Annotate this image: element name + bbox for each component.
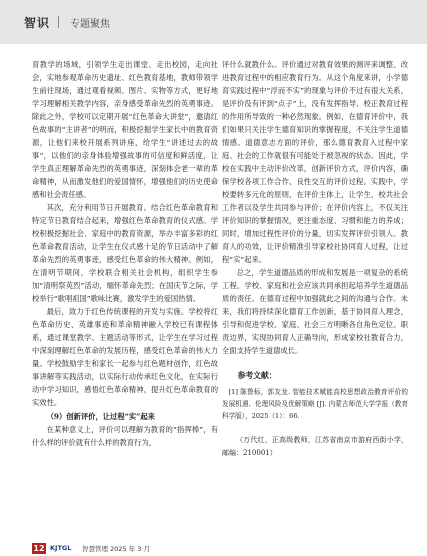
right-column	[222, 58, 408, 460]
references-heading: 参考文献：	[237, 371, 277, 380]
section-subheading: （9）创新评价，让过程“实”起来	[46, 412, 155, 421]
left-paragraph-2: 其次，充分利用节日开展教育。结合红色革命教育和特定节日教育结合起来，增强红色革命教育的仪式感。学校积极挖掘社会、家庭中的教育资源，举办丰富多彩的红色革命教育活动，让学生在仪式感十足的节日活动中了解革命先烈的英勇事迹，感受红色革命的伟大精神。例如，在清明节期间，学校联合相关社会机构，组织学生参加“清明祭英烈”活动，缅怀革命先烈；在国庆节之际，学校举行“歌唱祖国”歌咏比赛，激发学生的爱国热情。	[32, 203, 218, 303]
left-paragraph-1: 育教学的场域，引领学生走出课堂、走出校园，走向社会，实地参观革命历史遗址、红色教育基地，教师带领学生前往现场，通过观看视频、图片、实物等方式，更好地学习理解相关教学内容，亲身感受革命先烈的英勇事迹。除此之外，学校可以定期开展“红色革命大讲堂”，邀请红色故事的“主讲者”的明而，积极挖掘学生家长中的教育资源，让他们来校开展系列讲座，给学生“讲述过去的故事”，以他们的亲身体验增强故事的可信度和鲜活度，让学生真正理解革命先烈的英勇事迹，深刻体会老一辈的革命精神，从而激发他们的爱国情怀，增强他们的历史使命感和社会责任感。	[32, 60, 218, 199]
reference-item: [1] 陈鲁标，郭友龙. 智能技术赋能高校思想政治教育评价的发展机遇、伦理风险及优解策略 [J]. 内蒙古师范大学学报（教育科学版），2025（1）：66.	[222, 388, 408, 420]
section-tag: 智识	[24, 16, 51, 30]
left-paragraph-3: 最后，致力于红色传统课程的开发与实施。学校将红色革命历史、英雄事迹和革命精神融入学校已有课程体系，通过课堂教学、主题活动等形式，让学生在学习过程中深刻理解红色革命的发展历程，感受红色革命的伟大力量。学校鼓励学生和家长一起参与红色题材创作，红色故事讲解等实践活动，以实际行动传承红色文化，在实际行动中学习知识，感悟红色革命精神，提升红色革命教育的实效性。	[32, 307, 218, 407]
right-paragraph-2: 总之，学生道德品质的形成和发展是一项复杂的系统工程，学校、家庭和社会应该共同承担起培养学生道德品质的责任。在德育过程中加强就此之间的沟通与合作。未来，我们将持续深化德育工作创新，基于协同育人理念，引导和促进学校、家庭、社会三方明晰各自角色定位、职责边界，实现协同育人正确导向，形成家校社教育合力，全面支持学生道德成长。	[222, 268, 408, 355]
header-divider	[58, 16, 59, 28]
left-paragraph-4: 在某种意义上，评价可以理解为教育的“指挥棒”，有什么样的评价就有什么样的教育行为，	[32, 425, 218, 447]
column-name: 专题聚焦	[70, 19, 110, 30]
page-header	[0, 0, 427, 44]
right-paragraph-1: 评什么就教什么。评价通过对教育效果的测评来调整、改进教育过程中的相应教育行为。从这个角度来讲，小学德育实践过程中“浮而不实”的现象与评价不过有很大关系，是评价没有评到“点子”上，没有发挥指导、校正教育过程的作用所导致的一种必然现象。例如，在德育评价中，我们如果只关注学生德育知识的掌握程度，不关注学生道德情感、道德意志方面的评价，那么德育教育入过程中家庭、社会的工作就很有可能处于被忽视的状态。因此，学校在实践中主动评价改革，创新评价方式，评价内容，确保学校各项工作合作、良性交互的评价过程。实践中，学校要转多元化的原则，在评价主体上，让学生、校共社会工作者以及学生共同参与评价；在评价内容上，不仅关注评价知识的掌握情况，更注重态度、习惯和能力的养成；同时，增加过程性评价的分量，切实发挥评价引领人、教育人的功效，让评价精准引导家校社协同育人过程，让过程“实”起来。	[222, 60, 408, 264]
left-column	[32, 58, 218, 449]
journal-logo: KJTGL	[50, 544, 72, 552]
page-number: 12	[33, 544, 45, 553]
journal-info: 智慧管理 2025 年 3 月	[82, 545, 150, 553]
author-info: （万代红，正高级教师，江苏省南京市游府西街小学，邮编：210001）	[222, 436, 408, 457]
